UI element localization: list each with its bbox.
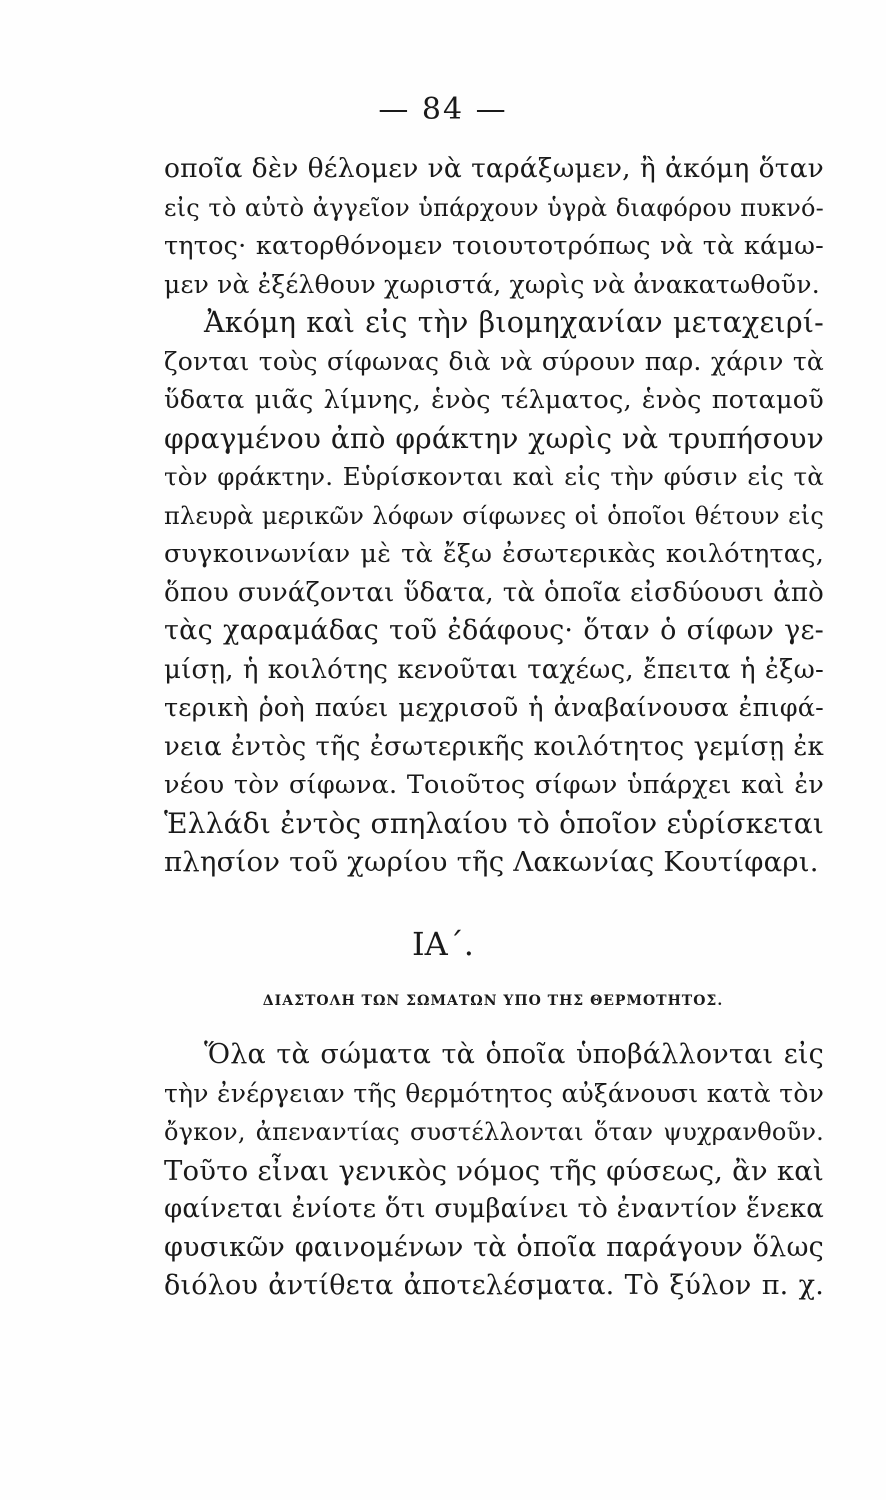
text-line: νεια ἐντὸς τῆς ἐσωτερικῆς κοιλότητος γεμίσῃ ἐκ <box>164 731 824 762</box>
paragraph-siphons <box>164 150 824 882</box>
text-line: ὕδατα μιᾶς λίμνης, ἑνὸς τέλματος, ἑνὸς ποταμοῦ <box>164 385 824 415</box>
text-line: ὅπου συνάζονται ὕδατα, τὰ ὁποῖα εἰσδύουσι ἀπὸ <box>164 577 824 608</box>
page-number: — 84 — <box>378 92 508 127</box>
text-line: νέου τὸν σίφωνα. Τοιοῦτος σίφων ὑπάρχει καὶ ἐν <box>164 770 824 800</box>
text-line: πλευρὰ μερικῶν λόφων σίφωνες οἱ ὁποῖοι θέτουν εἰς <box>164 501 824 530</box>
section-number: ΙΑ΄. <box>412 925 474 963</box>
text-line: Ἑλλάδι ἐντὸς σπηλαίου τὸ ὁποῖον εὑρίσκεται <box>164 806 824 840</box>
paragraph-thermal-expansion <box>164 1036 824 1306</box>
text-line: μεν νὰ ἐξέλθουν χωριστά, χωρὶς νὰ ἀνακατωθοῦν. <box>164 269 820 299</box>
text-line: ζονται τοὺς σίφωνας διὰ νὰ σύρουν παρ. χάριν τὰ <box>164 346 824 376</box>
text-line: Τοῦτο εἶναι γενικὸς νόμος τῆς φύσεως, ἂν καὶ <box>164 1154 824 1187</box>
text-line: τὰς χαραμάδας τοῦ ἐδάφους· ὅταν ὁ σίφων γε- <box>164 615 824 646</box>
text-line: Ἀκόμη καὶ εἰς τὴν βιομηχανίαν μεταχειρί- <box>204 306 824 339</box>
text-line: εἰς τὸ αὐτὸ ἀγγεῖον ὑπάρχουν ὑγρὰ διαφόρου πυκνό- <box>164 193 824 222</box>
text-line: Ὅλα τὰ σώματα τὰ ὁποῖα ὑποβάλλονται εἰς <box>204 1039 824 1070</box>
text-line: φαίνεται ἐνίοτε ὅτι συμβαίνει τὸ ἐναντίον ἕνεκα <box>164 1194 824 1224</box>
text-line: τητος· κατορθόνομεν τοιουτοτρόπως νὰ τὰ κάμω- <box>164 231 824 261</box>
text-line: φυσικῶν φαινομένων τὰ ὁποῖα παράγουν ὅλως <box>164 1231 824 1263</box>
text-line: ὄγκον, ἀπεναντίας συστέλλονται ὅταν ψυχρανθοῦν. <box>164 1118 824 1146</box>
text-line: μίσῃ, ἡ κοιλότης κενοῦται ταχέως, ἔπειτα ἡ ἐξω- <box>164 654 824 685</box>
text-line: οποῖα δὲν θέλομεν νὰ ταράξωμεν, ἢ ἀκόμη ὅταν <box>164 153 824 184</box>
section-title: ΔΙΑΣΤΟΛΗ ΤΩΝ ΣΩΜΑΤΩΝ ΥΠΟ ΤΗΣ ΘΕΡΜΟΤΗΤΟΣ. <box>262 993 724 1009</box>
text-line: τὸν φράκτην. Εὑρίσκονται καὶ εἰς τὴν φύσιν εἰς τὰ <box>164 462 824 491</box>
text-line: τερικὴ ῥοὴ παύει μεχρισοῦ ἡ ἀναβαίνουσα ἐπιφά- <box>164 693 824 723</box>
text-line: συγκοινωνίαν μὲ τὰ ἔξω ἐσωτερικὰς κοιλότητας, <box>164 539 824 569</box>
text-line: τὴν ἐνέργειαν τῆς θερμότητος αὐξάνουσι κατὰ τὸν <box>164 1078 824 1108</box>
text-line: διόλου ἀντίθετα ἀποτελέσματα. Τὸ ξύλον π. χ. <box>164 1270 824 1301</box>
text-line: φραγμένου ἀπὸ φράκτην χωρὶς νὰ τρυπήσουν <box>164 421 824 455</box>
text-line: πλησίον τοῦ χωρίου τῆς Λακωνίας Κουτίφαρι. <box>164 846 819 878</box>
